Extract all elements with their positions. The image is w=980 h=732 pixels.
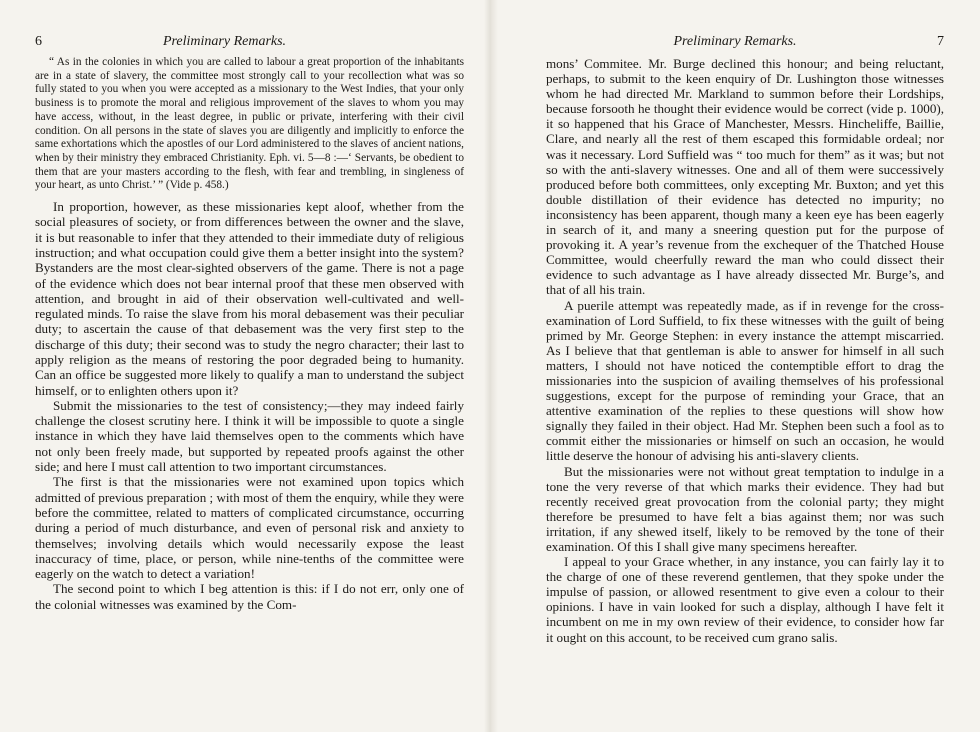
paragraph: Submit the missionaries to the test of consistency;—they may indeed fairly challenge the closest scrutiny here. I think it will be impossible to quote a single instance in which they have laid themselves open to the comments which have not only been freely made, but supported by repeated proofs against the other side; and here I must call attention to two important circumstances. xyxy=(35,397,464,475)
left-block-quote xyxy=(35,56,464,193)
paragraph: mons’ Commitee. Mr. Burge declined this honour; and being reluctant, perhaps, to submit to the keen enquiry of Dr. Lushington those witnesses whom he had directed Mr. Markland to summon before their Lordships, because forsooth he thought their evidence would be correct (vide p. 1000), it so happened that his Grace of Manchester, Messrs. Hincheliffe, Baillie, Clare, and nearly all the rest of them escaped this formidable ordeal; nor was it necessary. Lord Suffield was “ too much for them” as it was; but not so with the anti-slavery witnesses. One and all of them were successively produced before both committees, only excepting Mr. Buxton; and yet this double distillation of their evidence has detected no impurity; no inconsistency has been apparent, though many a keen eye has been eagerly in search of it, and many a sneering question put for the purpose of provoking it. A year’s revenue from the exchequer of the Thatched House Committee, would cheerfully reward the man who could dissect their evidence to such advantage as I have already dissected Mr. Burge’s, and that of all his train. xyxy=(546,56,944,298)
left-body-text xyxy=(35,199,464,612)
right-page-header xyxy=(546,34,944,52)
paragraph: A puerile attempt was repeatedly made, as if in revenge for the cross-examination of Lord Suffield, to fix these witnesses with the guilt of being primed by Mr. George Stephen: in every instance the attempt miscarried. As I believe that that gentleman is able to answer for himself in all such matters, I should not have noticed the contemptible effort to drag the missionaries into the suspicion of availing themselves of his professional suggestions, except for the purpose of reminding your Grace, that an attentive examination of the replies to these questions will show how signally they failed in their object. Had Mr. Stephen been such a fool as to commit either the missionaries or himself on such an occasion, he would little deserve the honour of advising his anti-slavery clients. xyxy=(546,297,944,464)
paragraph: In proportion, however, as these missionaries kept aloof, whether from the social pleasures of society, or from differences between the owner and the slave, it is but reasonable to infer that they attended to their immediate duty of religious instruction; and what occupation could give them a better insight into the system? Bystanders are the most clear-sighted observers of the game. There is not a page of the evidence which does not bear internal proof that these men observed with attention, and brought in aid of their observation well-cultivated and well-regulated minds. To raise the slave from his moral debasement was their peculiar duty; to ascertain the cause of that debasement was the very first step to the discharge of this duty; their second was to study the negro character; their last to apply religion as the means of restoring the poor degraded being to humanity. Can an office be suggested more likely to qualify a man to understand the subject himself, or to enlighten others upon it? xyxy=(35,199,464,398)
left-page-header xyxy=(35,34,464,52)
left-running-title: Preliminary Remarks. xyxy=(162,34,287,49)
left-page-number: 6 xyxy=(35,34,42,49)
right-running-title: Preliminary Remarks. xyxy=(673,34,797,49)
right-page xyxy=(492,0,980,732)
paragraph: But the missionaries were not without great temptation to indulge in a tone the very reverse of that which marks their evidence. They had but recently received great provocation from the colonial party; they might therefore be presumed to have felt a bias against them; nor was such irritation, if any shewed itself, likely to be removed by the tone of their examination. Of this I shall give many specimens hereafter. xyxy=(546,463,944,554)
block-quote-text: “ As in the colonies in which you are called to labour a great proportion of the inhabitants are in a state of slavery, the committee most strongly call to your recollection what was so fully stated to you when you were accepted as a missionary to the West Indies, that your only business is to promote the moral and religious improvement of the slaves to whom you may have access, without, in the least degree, in public or private, interfering with their civil condition. On all persons in the state of slaves you are diligently and implicitly to enforce the same exhortations which the apostles of our Lord administered to the slaves of ancient nations, when by their ministry they embraced Christianity. Eph. vi. 5—8 :—‘ Servants, be obedient to them that are your masters according to the flesh, with fear and trembling, in singleness of your heart, as unto Christ.’ ” (Vide p. 458.) xyxy=(35,56,464,192)
paragraph: The first is that the missionaries were not examined upon topics which admitted of previous preparation ; with most of them the enquiry, while they were before the committee, related to matters of complicated circumstance, occurring during a period of much disturbance, and even of personal risk and anxiety to themselves; involving details which would necessarily expose the least inaccuracy of time, place, or person, while nine-tenths of the committee were eagerly on the watch to detect a variation! xyxy=(35,474,464,582)
left-page xyxy=(0,0,486,732)
right-body-text xyxy=(546,56,944,645)
paragraph: I appeal to your Grace whether, in any instance, you can fairly lay it to the charge of one of these reverend gentlemen, that they spoke under the impulse of passion, or allowed resentment to give even a colour to their opinions. I have in vain looked for such a display, although I have felt it incumbent on me in my own review of their evidence, to consider how far it ought on this account, to be received cum grano salis. xyxy=(546,554,944,645)
right-page-number: 7 xyxy=(937,34,944,49)
paragraph: The second point to which I beg attention is this: if I do not err, only one of the colonial witnesses was examined by the Com- xyxy=(35,581,464,612)
